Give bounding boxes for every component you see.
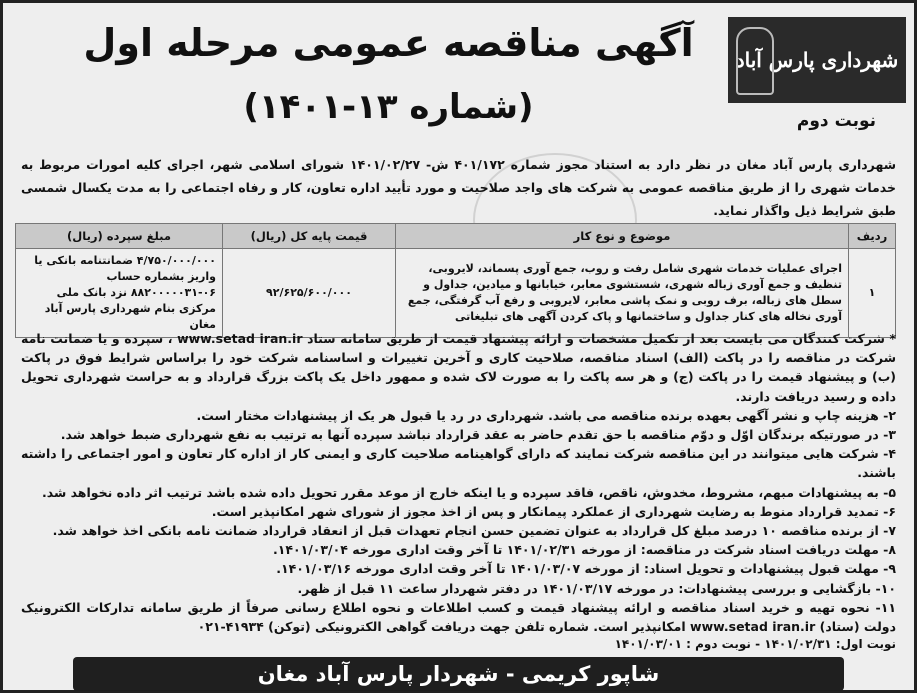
condition-item: ۴- شرکت هایی میتوانند در این مناقصه شرکت نمایند که دارای گواهینامه صلاحیت کاری و ایمنی کار از اداره کار تعاون و امور اجتماعی را داشته باشند. (21, 446, 896, 481)
publication-dates: نوبت اول: ۱۴۰۱/۰۲/۳۱ - نوبت دوم : ۱۴۰۱/۰۳/۰۱ (614, 637, 896, 651)
row-subject: اجرای عملیات خدمات شهری شامل رفت و روب، جمع آوری پسماند، لایروبی، تنظیف و جمع آوری زباله شهری، شستشوی معابر، خیابانها و میادین، جداول و سطل های زباله، برف روبی و نمک پاشی معابر، لایروبی و رفع آب گرفتگی، جمع آوری نخاله های کنار جداول و ساختمانها و پاک کردن آگهی های تبلیغاتی (396, 249, 849, 338)
table-header-row (16, 224, 896, 249)
emblem-icon (736, 27, 774, 95)
row-deposit: ۴/۷۵۰/۰۰۰/۰۰۰ ضمانتنامه بانکی یا واریز بشماره حساب ۰۶-۸۸۲۰۰۰۰۰۳۱ نزد بانک ملی مرکزی بنام شهرداری پارس آباد مغان (16, 249, 223, 338)
tender-table (15, 223, 896, 338)
notice-number: (شماره ۱۳-۱۴۰۱) (243, 87, 534, 127)
col-index-header: ردیف (849, 224, 896, 249)
col-subject-header: موضوع و نوع کار (396, 224, 849, 249)
condition-item: ۹- مهلت قبول پیشنهادات و تحویل اسناد: از مورخه ۱۴۰۱/۰۳/۰۷ تا آخر وقت اداری مورخه ۱۴۰۱/۰۳/۱۶. (276, 561, 896, 577)
signature-bar (73, 657, 844, 691)
table-row (16, 249, 896, 338)
mayor-signature: شاپور کریمی - شهردار پارس آباد مغان (257, 662, 660, 686)
logo-text: شهرداری پارس آباد (735, 48, 899, 72)
condition-item: * شرکت کنندگان می بایست بعد از تکمیل مشخصات و ارائه پیشنهاد قیمت از طریق سامانه ستاد www.setad iran.ir ، سپرده و یا ضمانت نامه شرکت در مناقصه را در پاکت (الف) اسناد مناقصه، صلاحیت کاری و آخرین تغییرات و اساسنامه شرکت خود را براساس شرایط فوق در پاکت (ب) و پیشنهاد قیمت را در پاکت (ج) و هر سه پاکت را به صورت لاک شده و ممهور داخل یک پاکت بزرگ قرارداد و به حراست شهرداری تحویل داده و رسید دریافت دارند. (21, 331, 896, 404)
condition-item: ۶- تمدید قرارداد منوط به رضایت شهرداری از عملکرد پیمانکار و پس از اخذ مجوز از شورای شهر امکانپذیر است. (211, 503, 896, 519)
intro-paragraph: شهرداری پارس آباد مغان در نظر دارد به استناد مجوز شماره ۴۰۱/۱۷۲ ش- ۱۴۰۱/۰۲/۲۷ شورای اسلامی شهر، اجرای کلیه امورات مربوط به خدمات شهری را از طریق مناقصه عمومی به شرکت های واجد صلاحیت و مورد تأیید اداره تعاون، کار و رفاه اجتماعی را به مدت یکسال شمسی طبق شرایط ذیل واگذار نماید. (21, 157, 896, 218)
municipality-logo (728, 17, 906, 103)
conditions-list (21, 329, 896, 636)
row-index: ۱ (849, 249, 896, 338)
condition-item: ۲- هزینه چاپ و نشر آگهی بعهده برنده مناقصه می باشد. شهرداری در رد یا قبول هر یک از پیشنهادات مختار است. (196, 407, 896, 423)
condition-item: ۵- به پیشنهادات مبهم، مشروط، مخدوش، ناقص، فاقد سپرده و یا اینکه خارج از موعد مقرر تحویل داده شده باشد ترتیب اثر داده نخواهد شد. (41, 484, 896, 500)
condition-item: ۸- مهلت دریافت اسناد شرکت در مناقصه: از مورخه ۱۴۰۱/۰۲/۳۱ تا آخر وقت اداری مورخه ۱۴۰۱/۰۳/۰۴. (272, 542, 896, 558)
condition-item: ۷- از برنده مناقصه ۱۰ درصد مبلغ کل قرارداد به عنوان تضمین حسن انجام تعهدات قبل از انعقاد قرارداد ضمانت نامه بانکی اخذ خواهد شد. (52, 523, 896, 539)
row-base-price: ۹۲/۶۲۵/۶۰۰/۰۰۰ (223, 249, 396, 338)
round-label: نوبت دوم (796, 111, 876, 131)
col-base-price-header: قیمت پایه کل (ریال) (223, 224, 396, 249)
condition-item: ۱۰- بازگشایی و بررسی پیشنهادات: در مورخه ۱۴۰۱/۰۳/۱۷ در دفتر شهردار ساعت ۱۱ قبل از ظهر. (297, 580, 896, 596)
notice-title: آگهی مناقصه عمومی مرحله اول (83, 21, 694, 65)
condition-item: ۱۱- نحوه تهیه و خرید اسناد مناقصه و ارائه پیشنهاد قیمت و کسب اطلاعات و نحوه اطلاع رسانی صرفاً از طریق سامانه تدارکات الکترونیک دولت (ستاد) www.setad iran.ir امکانپذیر است. شماره تلفن جهت دریافت گواهی الکترونیکی (توکن) ۴۱۹۳۴-۰۲۱ (21, 599, 896, 635)
col-deposit-header: مبلغ سپرده (ریال) (16, 224, 223, 249)
condition-item: ۳- در صورتیکه برندگان اوّل و دوّم مناقصه با حق تقدم حاضر به عقد قرارداد نباشد سپرده آنها به ترتیب به نفع شهرداری ضبط خواهد شد. (60, 427, 896, 443)
notice-header (11, 11, 906, 149)
